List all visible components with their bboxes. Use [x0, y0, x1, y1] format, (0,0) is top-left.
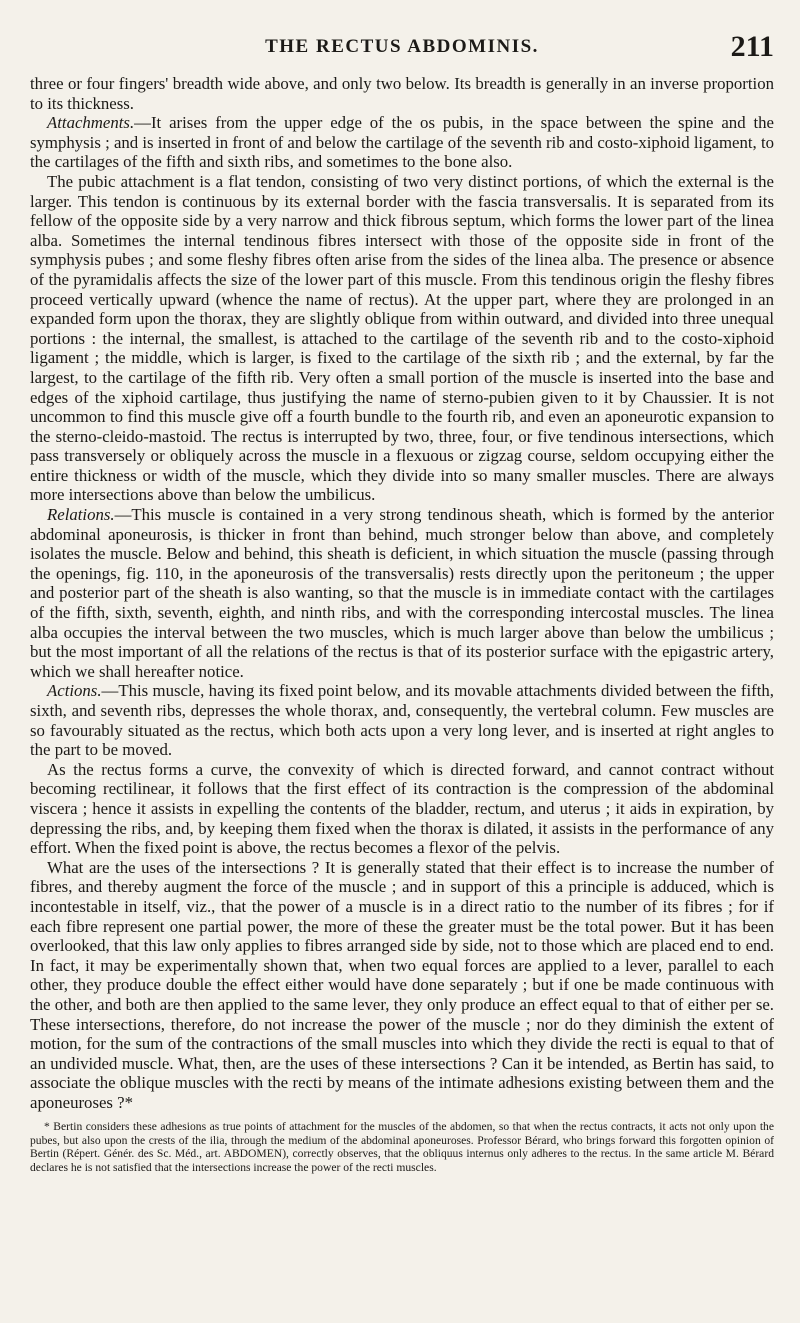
paragraph-text: —It arises from the upper edge of the os pubis, in the space between the spine and the symphysis ; and is inserted in front of and below the cartilage of the seventh rib and costo-xiphoid ligament, to the cartilages of the fifth and sixth ribs, and sometimes to the bone also. — [30, 113, 774, 172]
paragraph-text: The pubic attachment is a flat tendon, consisting of two very distinct portions, of which the external is the larger. This tendon is continuous by its external border with the fascia transversalis. It is separated from its fellow of the opposite side by a very narrow and thick fibrous septum, which forms the lower part of the linea alba. Sometimes the internal tendinous fibres intersect with those of the opposite side in front of the symphysis pubes ; and some fleshy fibres often arise from the sides of the linea alba. The presence or absence of the pyramidalis affects the size of the lower part of this muscle. From this tendinous origin the fleshy fibres proceed vertically upward (whence the name of rectus). At the upper part, where they are prolonged in an expanded form upon the thorax, they are slightly oblique from within outward, and divided into three unequal portions : the internal, the smallest, is attached to the cartilage of the seventh rib and to the costo-xiphoid ligament ; the middle, which is larger, is fixed to the cartilage of the sixth rib ; and the external, by far the largest, to the cartilage of the fifth rib. Very often a small portion of the muscle is inserted into the base and edges of the xiphoid cartilage, thus justifying the name of sterno-pubien given to it by Chaussier. It is not uncommon to find this muscle give off a fourth bundle to the fourth rib, and even an aponeurotic expansion to the sterno-cleido-mastoid. The rectus is interrupted by two, three, four, or five tendinous intersections, which pass transversely or obliquely across the muscle in a flexuous or zigzag course, seldom occupying either the entire thickness or width of the muscle, which they divide into so many smaller muscles. There are always more intersections above than below the umbilicus. — [30, 171, 774, 505]
paragraph-actions — [30, 681, 774, 759]
page-number: 211 — [730, 30, 774, 63]
paragraph-attachments — [30, 113, 774, 172]
paragraph — [30, 172, 774, 505]
footnote — [30, 1120, 774, 1174]
section-lead-attachments: Attachments. — [47, 113, 135, 133]
running-head: THE RECTUS ABDOMINIS. — [265, 36, 539, 57]
section-lead-relations: Relations. — [47, 505, 115, 525]
page-header — [30, 30, 774, 74]
paragraph — [30, 858, 774, 1113]
paragraph-text: As the rectus forms a curve, the convexity of which is directed forward, and cannot contract without becoming rectilinear, it follows that the first effect of its contraction is the compression of the abdominal viscera ; hence it assists in expelling the contents of the bladder, rectum, and uterus ; it aids in expiration, by depressing the ribs, and, by keeping them fixed when the thorax is dilated, it assists in the performance of any effort. When the fixed point is above, the rectus becomes a flexor of the pelvis. — [30, 759, 774, 858]
paragraph-text: three or four fingers' breadth wide above, and only two below. Its breadth is generally in an inverse proportion to its thickness. — [30, 74, 774, 113]
paragraph-text: What are the uses of the intersections ? It is generally stated that their effect is to increase the number of fibres, and thereby augment the force of the muscle ; and in support of this a principle is adduced, which is incontestable in itself, viz., that the power of a muscle is in a direct ratio to the number of its fibres ; for if each fibre represent one partial power, the more of these the greater must be the total power. But it has been overlooked, that this law only applies to fibres arranged side by side, not to those which are placed end to end. In fact, it may be experimentally shown that, when two equal forces are applied to a lever, parallel to each other, they produce double the effect either would have done separately ; but if one be made continuous with the other, and both are then applied to the same lever, they only produce an effect equal to that of either per se. These intersections, therefore, do not increase the power of the muscle ; nor do they diminish the extent of motion, for the sum of the contractions of the small muscles into which they divide the recti is equal to that of an undivided muscle. What, then, are the uses of these intersections ? Can it be intended, as Bertin has said, to associate the oblique muscles with the recti by means of the intimate adhesions existing between them and the aponeuroses ?* — [30, 857, 774, 1112]
paragraph-text: —This muscle is contained in a very strong tendinous sheath, which is formed by the anterior abdominal aponeurosis, is thicker in front than behind, much stronger below than above, and completely isolates the muscle. Below and behind, this sheath is deficient, in which situation the muscle (passing through the openings, fig. 110, in the aponeurosis of the transversalis) rests directly upon the peritoneum ; the upper and posterior part of the sheath is also wanting, so that the muscle is in immediate contact with the cartilages of the fifth, sixth, seventh, eighth, and ninth ribs, and with the corresponding intercostal muscles. The linea alba occupies the interval between the two muscles, which is much larger above than below the umbilicus ; but the most important of all the relations of the rectus is that of its posterior surface with the epigastric artery, which we shall hereafter notice. — [30, 505, 774, 681]
body-text — [30, 74, 774, 1112]
section-lead-actions: Actions. — [47, 681, 102, 701]
paragraph — [30, 74, 774, 113]
paragraph-text: —This muscle, having its fixed point below, and its movable attachments divided between the fifth, sixth, and seventh ribs, depresses the whole thorax, and, consequently, the vertebral column. Few muscles are so favourably situated as the rectus, which both acts upon a very long lever, and is inserted at right angles to the part to be moved. — [30, 681, 774, 760]
footnote-text: * Bertin considers these adhesions as true points of attachment for the muscles of the abdomen, so that when the rectus contracts, it acts not only upon the pubes, but also upon the crests of the ilia, through the medium of the abdominal aponeuroses. Professor Bérard, who brings forward this forgotten opinion of Bertin (Répert. Génér. des Sc. Méd., art. ABDOMEN), correctly observes, that the obliquus internus only adheres to the rectus. In the same article M. Bérard declares he is not satisfied that the intersections increase the power of the recti muscles. — [30, 1120, 774, 1174]
paragraph — [30, 760, 774, 858]
paragraph-relations — [30, 505, 774, 681]
